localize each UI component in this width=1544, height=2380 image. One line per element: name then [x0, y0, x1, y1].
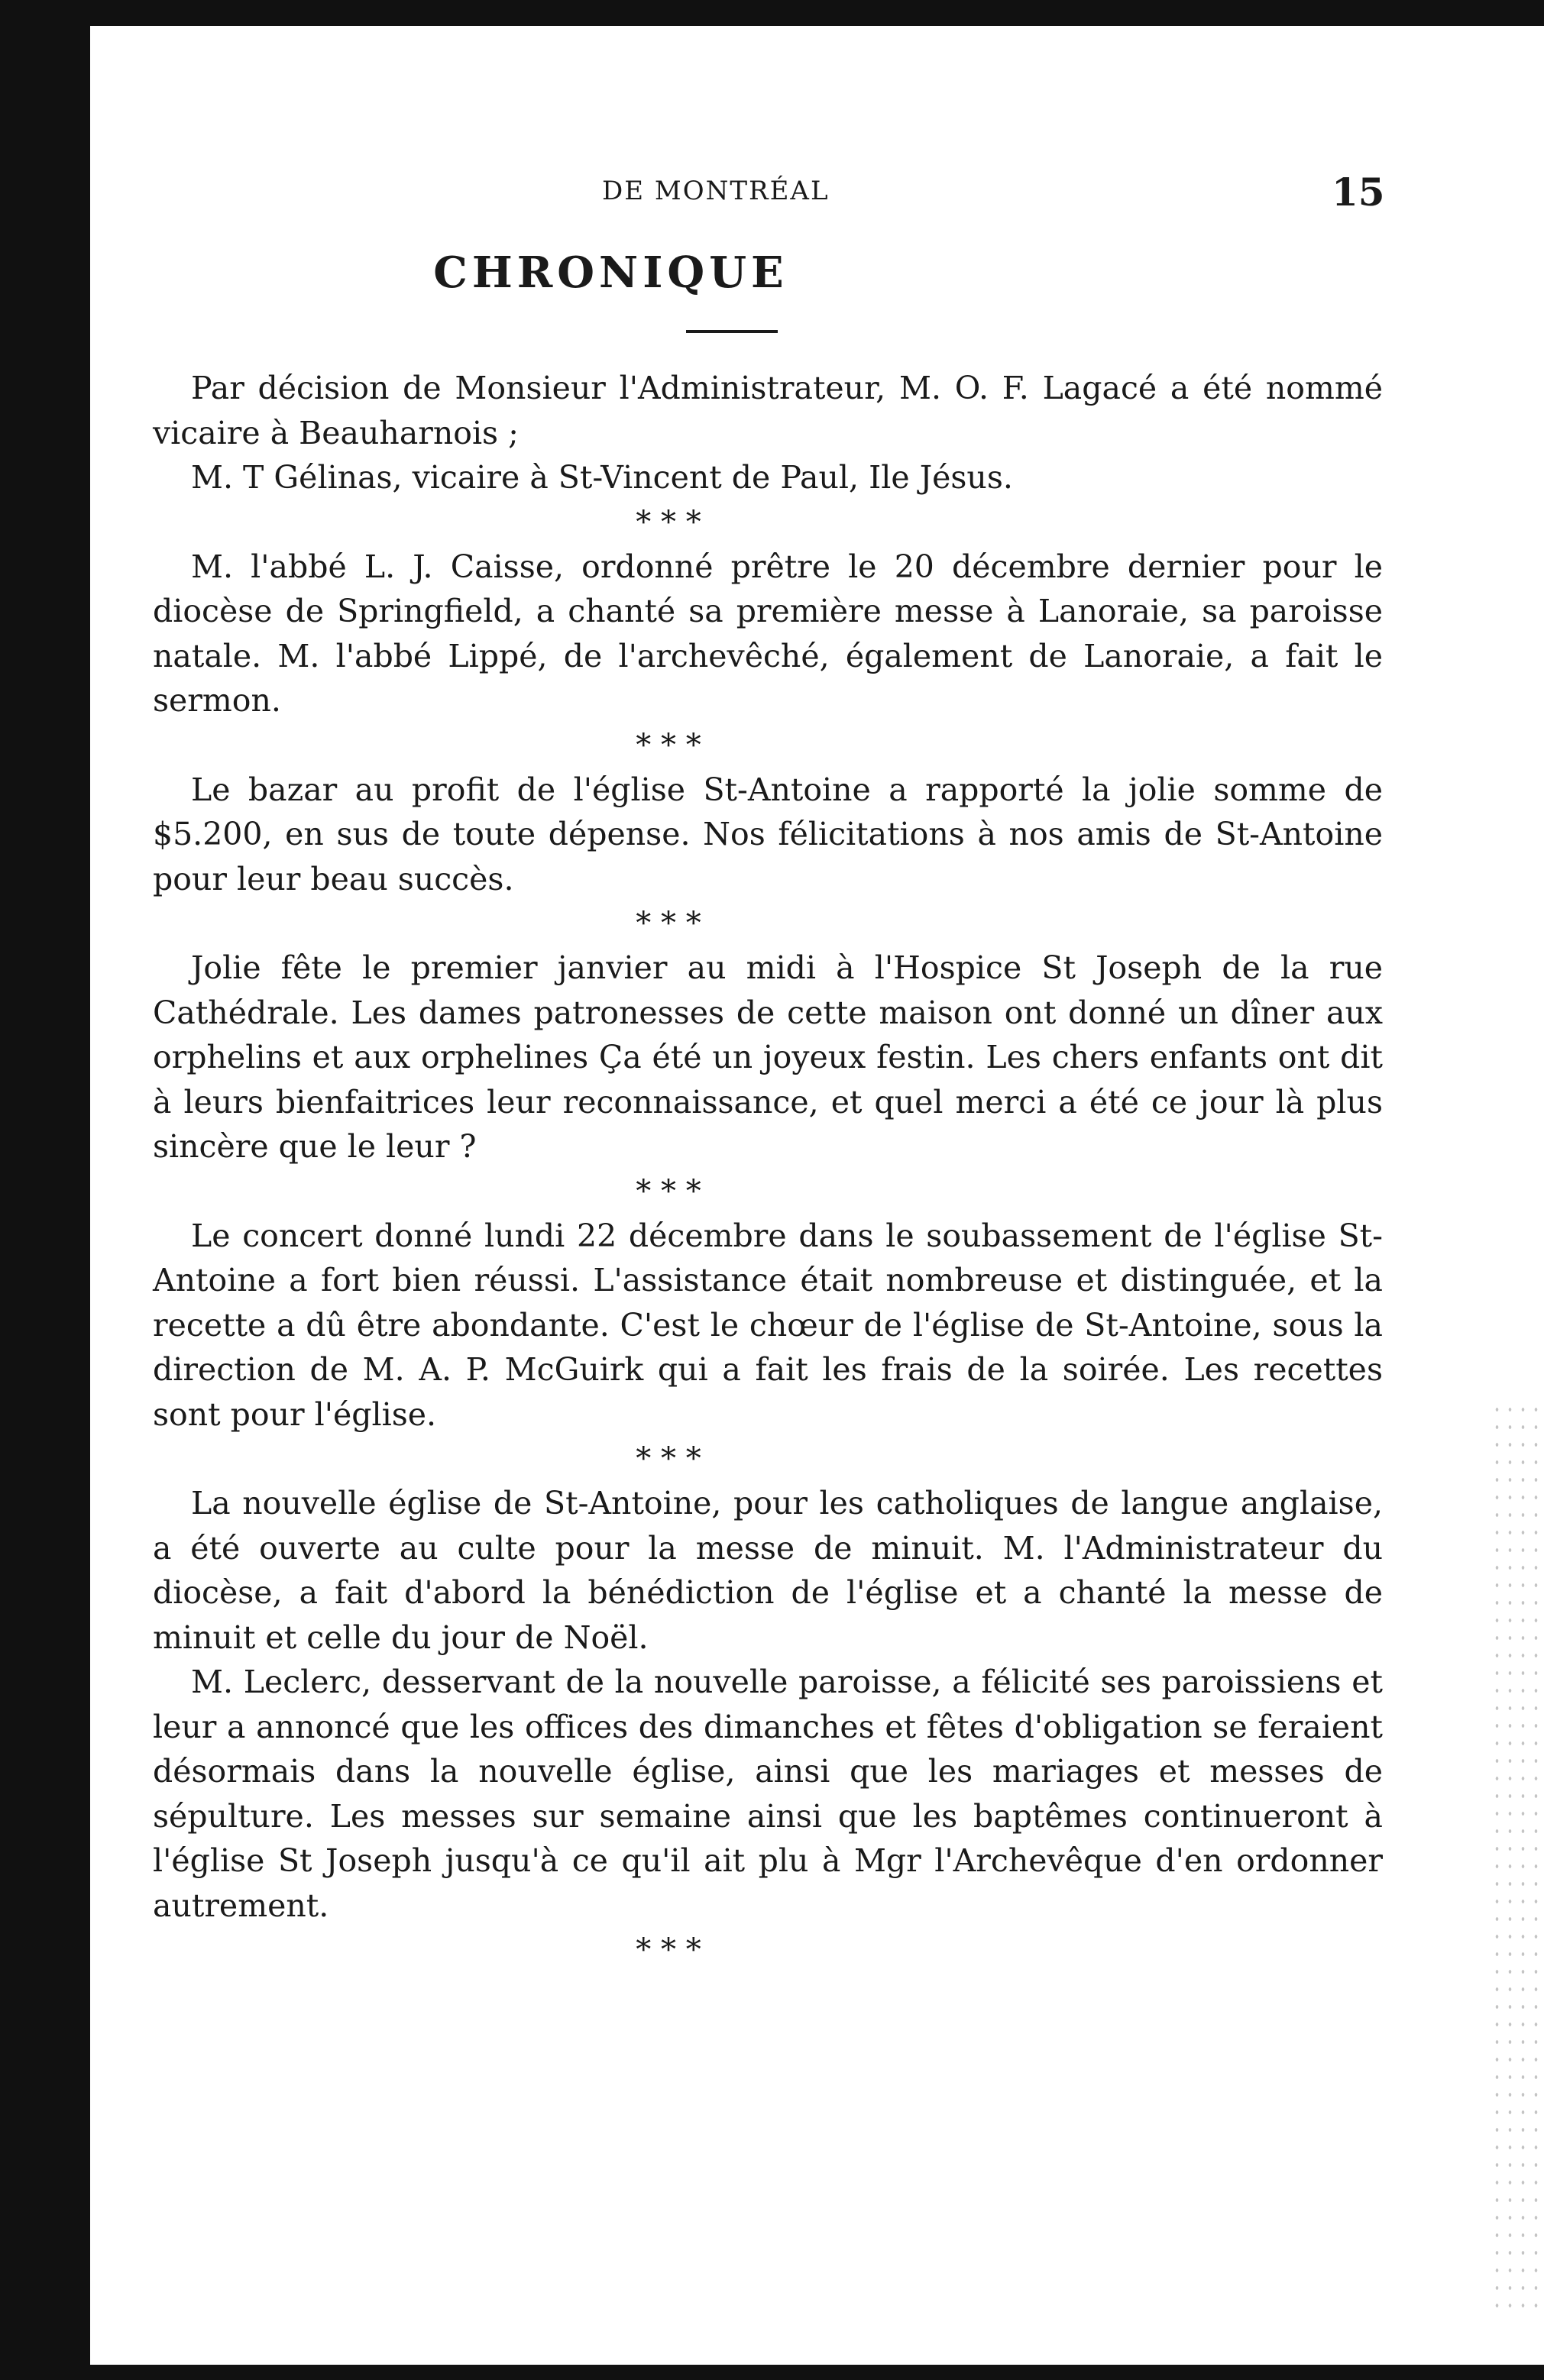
running-head: DE MONTRÉAL	[602, 176, 830, 206]
paragraph: M. T Gélinas, vicaire à St-Vincent de Paul, Ile Jésus.	[191, 459, 1013, 496]
title-rule	[686, 330, 778, 333]
page-header	[90, 170, 1544, 222]
asterism: * * *	[636, 906, 701, 941]
paragraph: Le concert donné lundi 22 décembre dans le soubassement de l'église St-Antoine a fort bien réussi. L'assistance était nombreuse et distinguée, et la recette a dû être abondante. C'est le chœur de l'église de St-Antoine, sous la direction de M. A. P. McGuirk qui a fait les frais de la soirée. Les recettes sont pour l'église.	[153, 1217, 1383, 1433]
paragraph: Le bazar au profit de l'église St-Antoine a rapporté la jolie somme de $5.200, en sus de toute dépense. Nos félicitations à nos amis de St-Antoine pour leur beau succès.	[153, 771, 1383, 897]
asterism: * * *	[636, 1932, 701, 1968]
asterism: * * *	[636, 1173, 701, 1209]
section-title: CHRONIQUE	[433, 247, 788, 298]
asterism: * * *	[636, 504, 701, 540]
scan-border-bottom	[0, 2365, 1544, 2380]
asterism: * * *	[636, 1441, 701, 1476]
paragraph: M. l'abbé L. J. Caisse, ordonné prêtre le 20 décembre dernier pour le diocèse de Springfield, a chanté sa première messe à Lanoraie, sa paroisse natale. M. l'abbé Lippé, de l'archevêché, également de Lanoraie, a fait le sermon.	[153, 548, 1383, 719]
scan-border-top	[0, 0, 1544, 26]
page	[90, 26, 1544, 2365]
article-body	[153, 366, 1383, 1972]
paragraph: Jolie fête le premier janvier au midi à l'Hospice St Joseph de la rue Cathédrale. Les dames patronesses de cette maison ont donné un dîner aux orphelins et aux orphelines Ça été un joyeux festin. Les chers enfants ont dit à leurs bienfaitrices leur reconnaissance, et quel merci a été ce jour là plus sincère que le leur ?	[153, 949, 1383, 1165]
paragraph: M. Leclerc, desservant de la nouvelle paroisse, a félicité ses paroissiens et leur a annoncé que les offices des dimanches et fêtes d'obligation se feraient désormais dans la nouvelle église, ainsi que les mariages et messes de sépulture. Les messes sur semaine ainsi que les baptêmes continueront à l'église St Joseph jusqu'à ce qu'il ait plu à Mgr l'Archevêque d'en ordonner autrement.	[153, 1664, 1383, 1924]
page-number: 15	[1332, 170, 1385, 215]
scan-noise	[1491, 1401, 1544, 2317]
asterism: * * *	[636, 727, 701, 763]
paragraph: La nouvelle église de St-Antoine, pour les catholiques de langue anglaise, a été ouverte au culte pour la messe de minuit. M. l'Administrateur du diocèse, a fait d'abord la bénédiction de l'église et a chanté la messe de minuit et celle du jour de Noël.	[153, 1485, 1383, 1656]
paragraph: Par décision de Monsieur l'Administrateur, M. O. F. Lagacé a été nommé vicaire à Beauharnois ;	[153, 370, 1383, 451]
